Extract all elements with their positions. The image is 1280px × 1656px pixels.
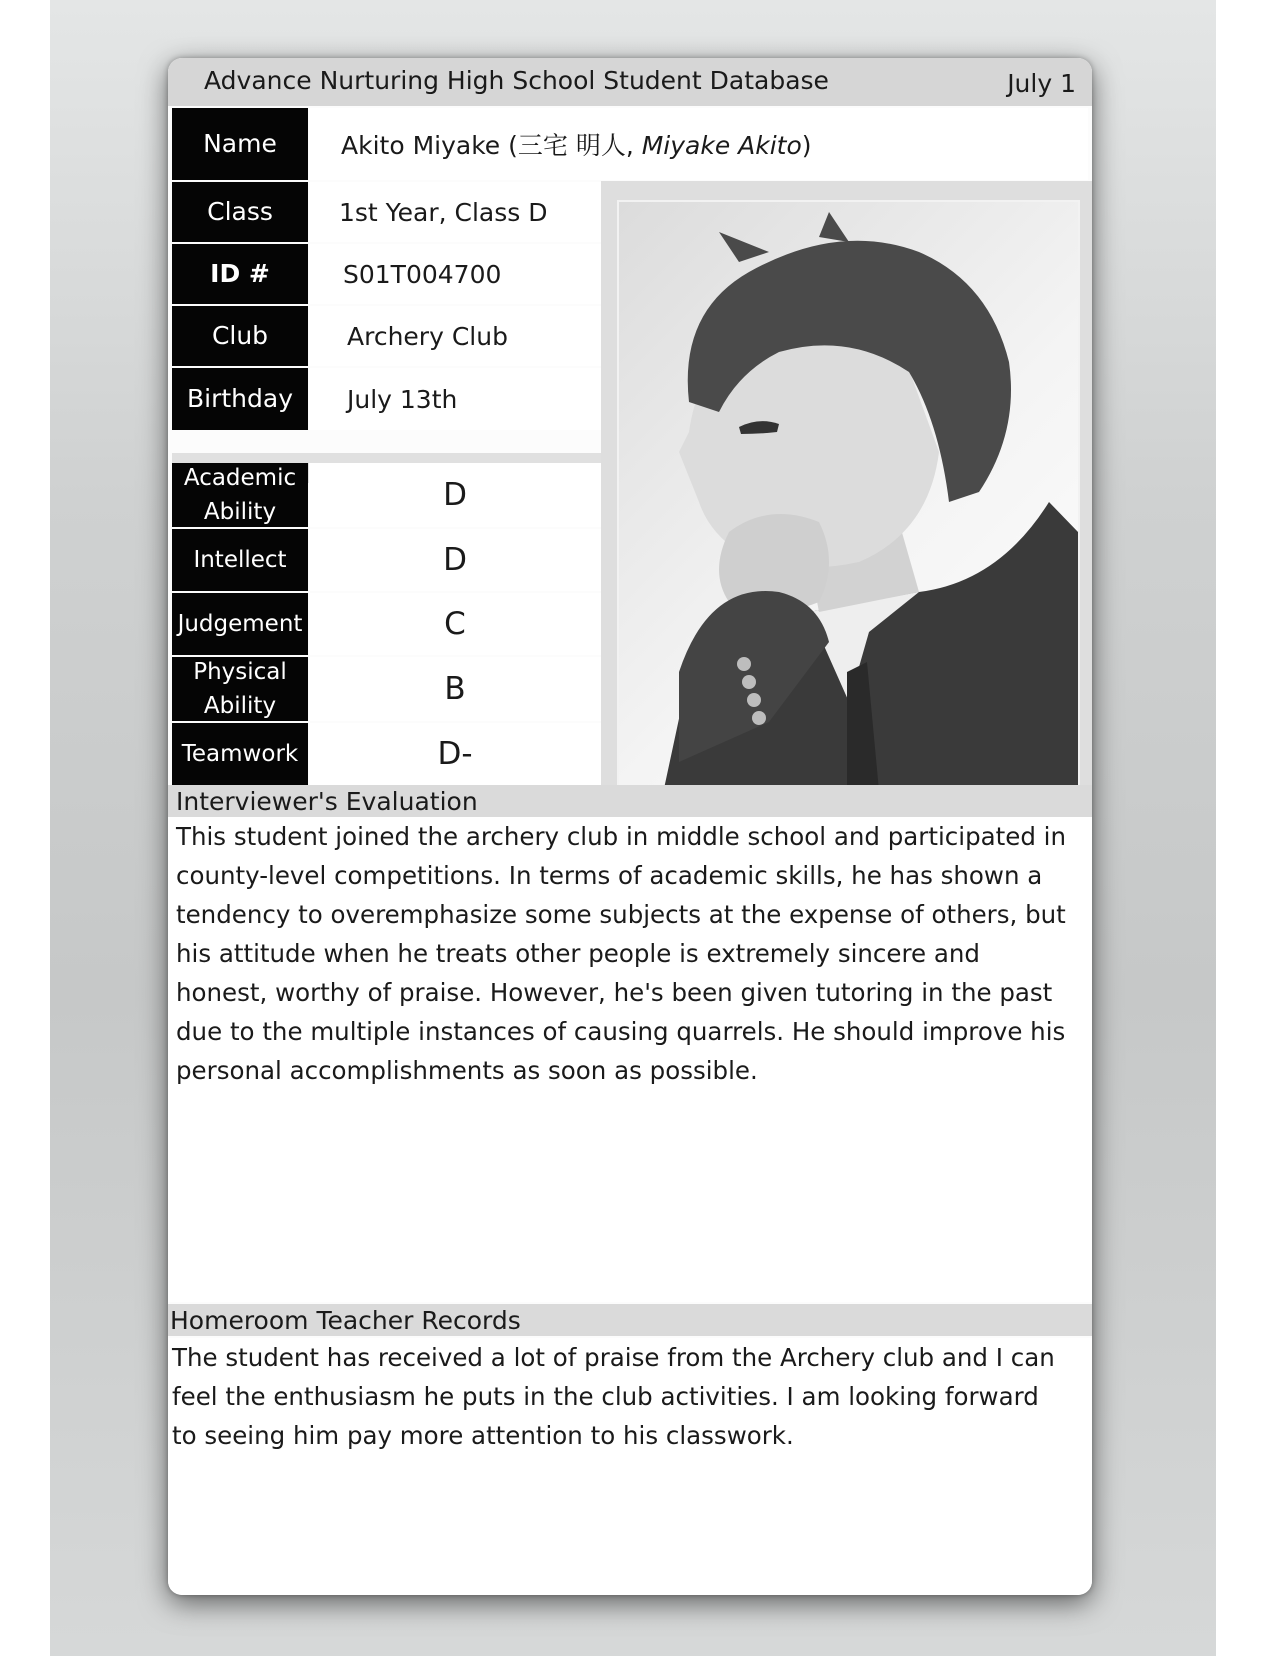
- stat-label-teamwork: [172, 723, 308, 785]
- id-label: ID #: [172, 244, 308, 304]
- homeroom-text: The student has received a lot of praise from the Archery club and I can feel the enthusiasm he puts in the club activities. I am looking forward to seeing him pay more attention to his classwork.: [168, 1338, 1092, 1595]
- stat-label-line: Teamwork: [181, 740, 299, 767]
- stat-grade-teamwork: D-: [309, 723, 601, 785]
- name-romaji: Miyake Akito: [641, 131, 802, 160]
- birthday-text: July 13th: [347, 384, 458, 414]
- record-date: July 1: [1007, 69, 1076, 98]
- stat-label-physical-ability: [172, 657, 308, 721]
- stat-label-line: Intellect: [193, 546, 287, 573]
- name-text: Akito Miyake (三宅 明人,: [341, 131, 642, 160]
- stat-label-intellect: [172, 529, 308, 591]
- birthday-value: [309, 368, 601, 430]
- name-value: [309, 108, 1088, 180]
- stat-label-line: Physical: [193, 658, 287, 685]
- club-text: Archery Club: [347, 321, 508, 351]
- stat-grade-intellect: D: [309, 529, 601, 591]
- evaluation-heading: Interviewer's Evaluation: [168, 785, 1092, 817]
- stat-label-academic-ability: [172, 463, 308, 527]
- stat-label-judgement: [172, 593, 308, 655]
- evaluation-text: This student joined the archery club in middle school and participated in county-level competitions. In terms of academic skills, he has shown a tendency to overemphasize some subjects at the expense of others, but his attitude when he treats other people is extremely sincere and honest, worthy of praise. However, he's been given tutoring in the past due to the multiple instances of causing quarrels. He should improve his personal accomplishments as soon as possible.: [168, 817, 1092, 1302]
- class-value: [309, 182, 601, 242]
- name-label: Name: [172, 108, 308, 180]
- student-record-card: [168, 58, 1092, 1595]
- class-label: Class: [172, 182, 308, 242]
- club-label: Club: [172, 306, 308, 366]
- card-header: [168, 58, 1092, 106]
- stat-grade-judgement: C: [309, 593, 601, 655]
- stat-label-line: Judgement: [177, 610, 303, 637]
- stat-label-line: Academic: [183, 464, 297, 491]
- portrait-illustration: [619, 202, 1078, 812]
- stat-label-line: Ability: [203, 693, 277, 719]
- stat-grade-physical-ability: B: [309, 657, 601, 721]
- birthday-label: Birthday: [172, 368, 308, 430]
- database-title: Advance Nurturing High School Student Database: [204, 66, 829, 95]
- id-text: S01T004700: [343, 259, 502, 289]
- student-portrait: [617, 200, 1080, 814]
- name-close: ): [801, 131, 812, 160]
- stat-grade-academic-ability: D: [309, 463, 601, 527]
- class-text: 1st Year, Class D: [339, 197, 548, 227]
- stat-label-line: Ability: [203, 499, 277, 525]
- club-value: [309, 306, 601, 366]
- id-value: [309, 244, 601, 304]
- homeroom-heading: Homeroom Teacher Records: [168, 1304, 1092, 1336]
